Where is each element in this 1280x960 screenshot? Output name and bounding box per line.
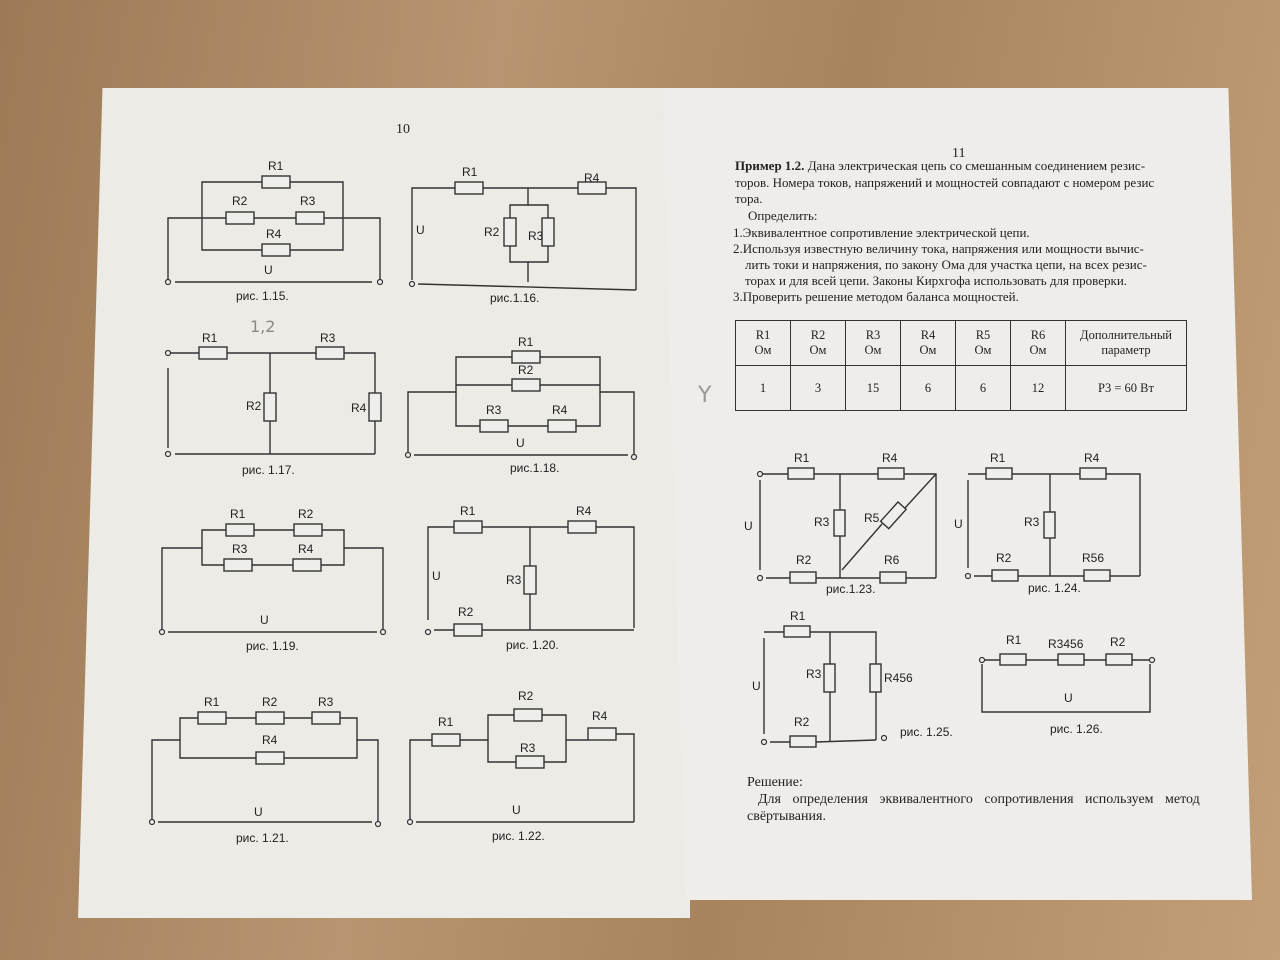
svg-text:U: U [432,569,441,583]
value-r1: 1 [736,366,791,411]
svg-text:R3: R3 [506,573,522,587]
value-r3: 15 [846,366,901,411]
svg-text:U: U [260,613,269,627]
value-r5: 6 [956,366,1011,411]
svg-text:R456: R456 [884,671,913,685]
svg-text:R1: R1 [230,507,246,521]
caption-1-20: рис. 1.20. [506,638,559,652]
task2-line1: 2.Используя известную величину тока, напряжения или мощности вычис- [733,241,1144,256]
caption-1-21: рис. 1.21. [236,831,289,845]
svg-text:R3: R3 [806,667,822,681]
svg-text:U: U [752,679,761,693]
value-r6: 12 [1011,366,1066,411]
circuit-fig-1-20 [426,504,635,636]
circuit-fig-1-24 [954,451,1140,581]
task2-line2: лить токи и напряжения, по закону Ома для участка цепи, на всех резис- [745,257,1147,272]
label-r4: R4 [266,227,282,241]
svg-text:R2: R2 [996,551,1012,565]
svg-text:R4: R4 [552,403,568,417]
caption-1-15: рис. 1.15. [236,289,289,303]
svg-text:U: U [516,436,525,450]
right-page-number: 11 [952,146,966,161]
header-r6: R6 Ом [1011,321,1066,366]
svg-text:R1: R1 [1006,633,1022,647]
label-u: U [264,263,273,277]
task2-line3: торах и для всей цепи. Законы Кирхгофа использовать для проверки. [745,273,1128,288]
circuit-fig-1-19 [160,507,386,635]
svg-text:R2: R2 [246,399,262,413]
value-extra: P3 = 60 Вт [1066,366,1187,411]
svg-text:R2: R2 [518,689,534,703]
handwritten-note: 1,2 [250,317,276,336]
task3: 3.Проверить решение методом баланса мощностей. [733,289,1019,304]
solution-heading: Решение: [747,775,803,790]
svg-text:R1: R1 [438,715,454,729]
svg-text:R2: R2 [458,605,474,619]
svg-text:R2: R2 [484,225,500,239]
header-r2: R2 Ом [791,321,846,366]
svg-text:R3: R3 [318,695,334,709]
intro-line2: торов. Номера токов, напряжений и мощностей совпадают с номером резис [735,175,1155,190]
label-r1: R1 [268,159,284,173]
circuit-fig-1-25 [752,609,913,747]
solution-line1: Для определения эквивалентного сопротивления используем метод [758,792,1200,807]
svg-text:R3: R3 [320,331,336,345]
svg-text:R4: R4 [1084,451,1100,465]
caption-1-16: рис.1.16. [490,291,540,305]
header-extra: Дополнительный параметр [1066,321,1187,366]
svg-text:R3: R3 [486,403,502,417]
caption-1-26: рис. 1.26. [1050,722,1103,736]
header-r5: R5 Ом [956,321,1011,366]
caption-1-23: рис.1.23. [826,582,876,596]
svg-text:R2: R2 [1110,635,1126,649]
svg-text:R4: R4 [298,542,314,556]
svg-text:R1: R1 [202,331,218,345]
svg-text:R4: R4 [262,733,278,747]
svg-text:R4: R4 [592,709,608,723]
circuit-fig-1-21 [150,695,381,827]
svg-text:R1: R1 [794,451,810,465]
svg-text:R1: R1 [460,504,476,518]
svg-text:R4: R4 [882,451,898,465]
svg-text:R3: R3 [520,741,536,755]
margin-mark: Y [698,383,712,408]
svg-text:R4: R4 [584,171,600,185]
circuit-fig-1-23 [744,451,936,583]
caption-1-19: рис. 1.19. [246,639,299,653]
header-r3: R3 Ом [846,321,901,366]
svg-text:U: U [1064,691,1073,705]
determine-heading: Определить: [748,208,818,223]
svg-text:R3: R3 [814,515,830,529]
svg-text:R6: R6 [884,553,900,567]
circuit-fig-1-26 [980,633,1155,712]
svg-text:R1: R1 [462,165,478,179]
svg-text:R3: R3 [232,542,248,556]
svg-text:U: U [744,519,753,533]
svg-text:R4: R4 [576,504,592,518]
label-r2: R2 [232,194,248,208]
circuit-fig-1-17 [166,331,382,457]
svg-text:U: U [954,517,963,531]
circuit-fig-1-18 [406,335,637,460]
value-r4: 6 [901,366,956,411]
svg-text:R3: R3 [1024,515,1040,529]
svg-text:R2: R2 [796,553,812,567]
svg-text:R1: R1 [790,609,806,623]
left-page-number: 10 [396,122,410,137]
svg-text:R4: R4 [351,401,367,415]
label-r3: R3 [300,194,316,208]
svg-text:R1: R1 [990,451,1006,465]
svg-text:R2: R2 [298,507,314,521]
circuit-fig-1-15 [166,159,383,285]
svg-text:R5: R5 [864,511,880,525]
svg-text:U: U [254,805,263,819]
value-r2: 3 [791,366,846,411]
header-r1: R1 Ом [736,321,791,366]
svg-text:R3: R3 [528,229,544,243]
circuit-fig-1-22 [408,689,635,825]
example-title: Пример 1.2. [735,158,805,173]
svg-text:R2: R2 [262,695,278,709]
svg-text:R3456: R3456 [1048,637,1084,651]
intro-line3: тора. [735,191,763,206]
svg-text:R56: R56 [1082,551,1105,565]
header-r4: R4 Ом [901,321,956,366]
caption-1-24: рис. 1.24. [1028,581,1081,595]
intro-line1: Дана электрическая цепь со смешанным соединением резис- [807,158,1146,173]
caption-1-17: рис. 1.17. [242,463,295,477]
svg-text:R1: R1 [204,695,220,709]
task1: 1.Эквивалентное сопротивление электрической цепи. [733,225,1030,240]
svg-text:U: U [416,223,425,237]
svg-text:R2: R2 [518,363,534,377]
svg-text:R2: R2 [794,715,810,729]
svg-text:R1: R1 [518,335,534,349]
caption-1-25: рис. 1.25. [900,725,953,739]
svg-text:U: U [512,803,521,817]
solution-line2: свёртывания. [747,809,826,824]
circuit-fig-1-16 [410,165,637,290]
caption-1-22: рис. 1.22. [492,829,545,843]
caption-1-18: рис.1.18. [510,461,560,475]
